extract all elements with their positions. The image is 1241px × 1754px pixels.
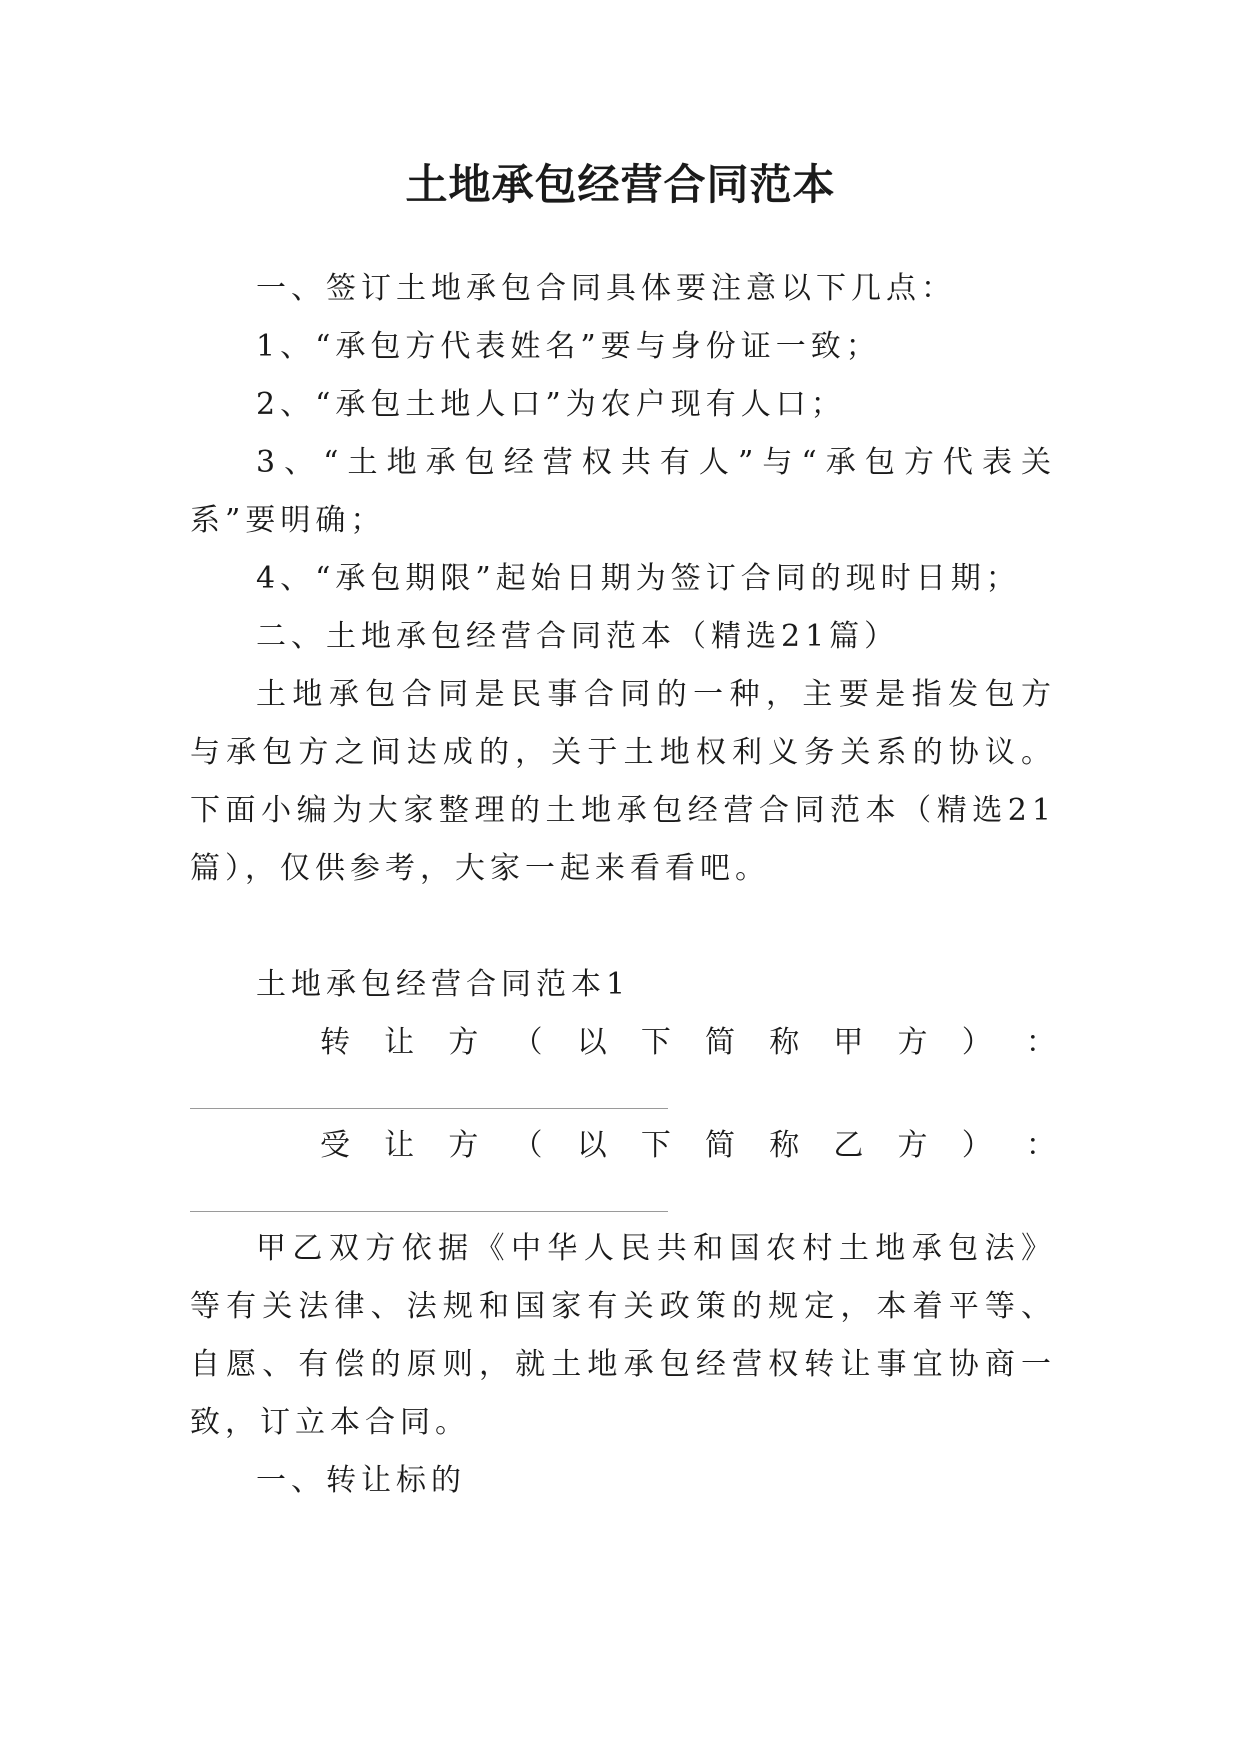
party-b-char: 方 (897, 1128, 928, 1163)
party-b-char: （ (512, 1128, 543, 1163)
party-b-char: ） (961, 1128, 992, 1163)
party-a-char: （ (512, 1025, 543, 1060)
party-a-blank-line (190, 1108, 668, 1109)
sample1-heading: 土地承包经营合同范本1 (256, 967, 631, 1002)
party-a-char: 甲 (833, 1025, 864, 1060)
party-b-char: 受 (320, 1128, 350, 1163)
preamble-paragraph: 甲乙双方依据《中华人民共和国农村土地承包法》等有关法律、法规和国家有关政策的规定，本着平等、自愿、有偿的原则，就土地承包经营权转让事宜协商一致，订立本合同。 (190, 1231, 1056, 1440)
party-a-char: 以 (576, 1025, 607, 1060)
list-item: 3、“土地承包经营权共有人”与“承包方代表关系”要明确； (190, 445, 1056, 538)
list-item: 2、“承包土地人口”为农户现有人口； (256, 387, 846, 422)
party-b-line (190, 1117, 1056, 1175)
document-body (190, 260, 1056, 1510)
party-b-char: 乙 (833, 1128, 864, 1163)
clause1-heading: 一、转让标的 (256, 1463, 466, 1498)
party-a-char: 让 (384, 1025, 415, 1060)
party-a-char: 转 (320, 1025, 350, 1060)
spacer (190, 898, 1056, 956)
list-item: 4、“承包期限”起始日期为签订合同的现时日期； (256, 561, 1021, 596)
party-b-char: 称 (769, 1128, 800, 1163)
document-title: 土地承包经营合同范本 (405, 160, 836, 209)
party-a-char: 下 (640, 1025, 671, 1060)
list-item: 1、“承包方代表姓名”要与身份证一致； (256, 329, 881, 364)
party-b-char: 方 (448, 1128, 479, 1163)
party-a-char: 方 (448, 1025, 479, 1060)
section2-intro: 土地承包合同是民事合同的一种，主要是指发包方与承包方之间达成的，关于土地权利义务关系的协议。下面小编为大家整理的土地承包经营合同范本（精选21篇），仅供参考，大家一起来看看吧。 (190, 677, 1056, 886)
party-b-char: 让 (384, 1128, 415, 1163)
party-b-char: 简 (705, 1128, 736, 1163)
party-a-char: ） (961, 1025, 992, 1060)
party-a-char: 简 (705, 1025, 736, 1060)
section1-heading: 一、签订土地承包合同具体要注意以下几点： (256, 271, 956, 306)
party-b-char: ： (1025, 1128, 1056, 1163)
party-a-char: 方 (897, 1025, 928, 1060)
party-b-blank-line (190, 1211, 668, 1212)
section2-heading: 二、土地承包经营合同范本（精选21篇） (256, 619, 900, 654)
party-a-line (190, 1014, 1056, 1072)
party-a-char: 称 (769, 1025, 800, 1060)
party-b-char: 以 (576, 1128, 607, 1163)
party-b-char: 下 (640, 1128, 671, 1163)
party-a-char: ： (1025, 1025, 1056, 1060)
